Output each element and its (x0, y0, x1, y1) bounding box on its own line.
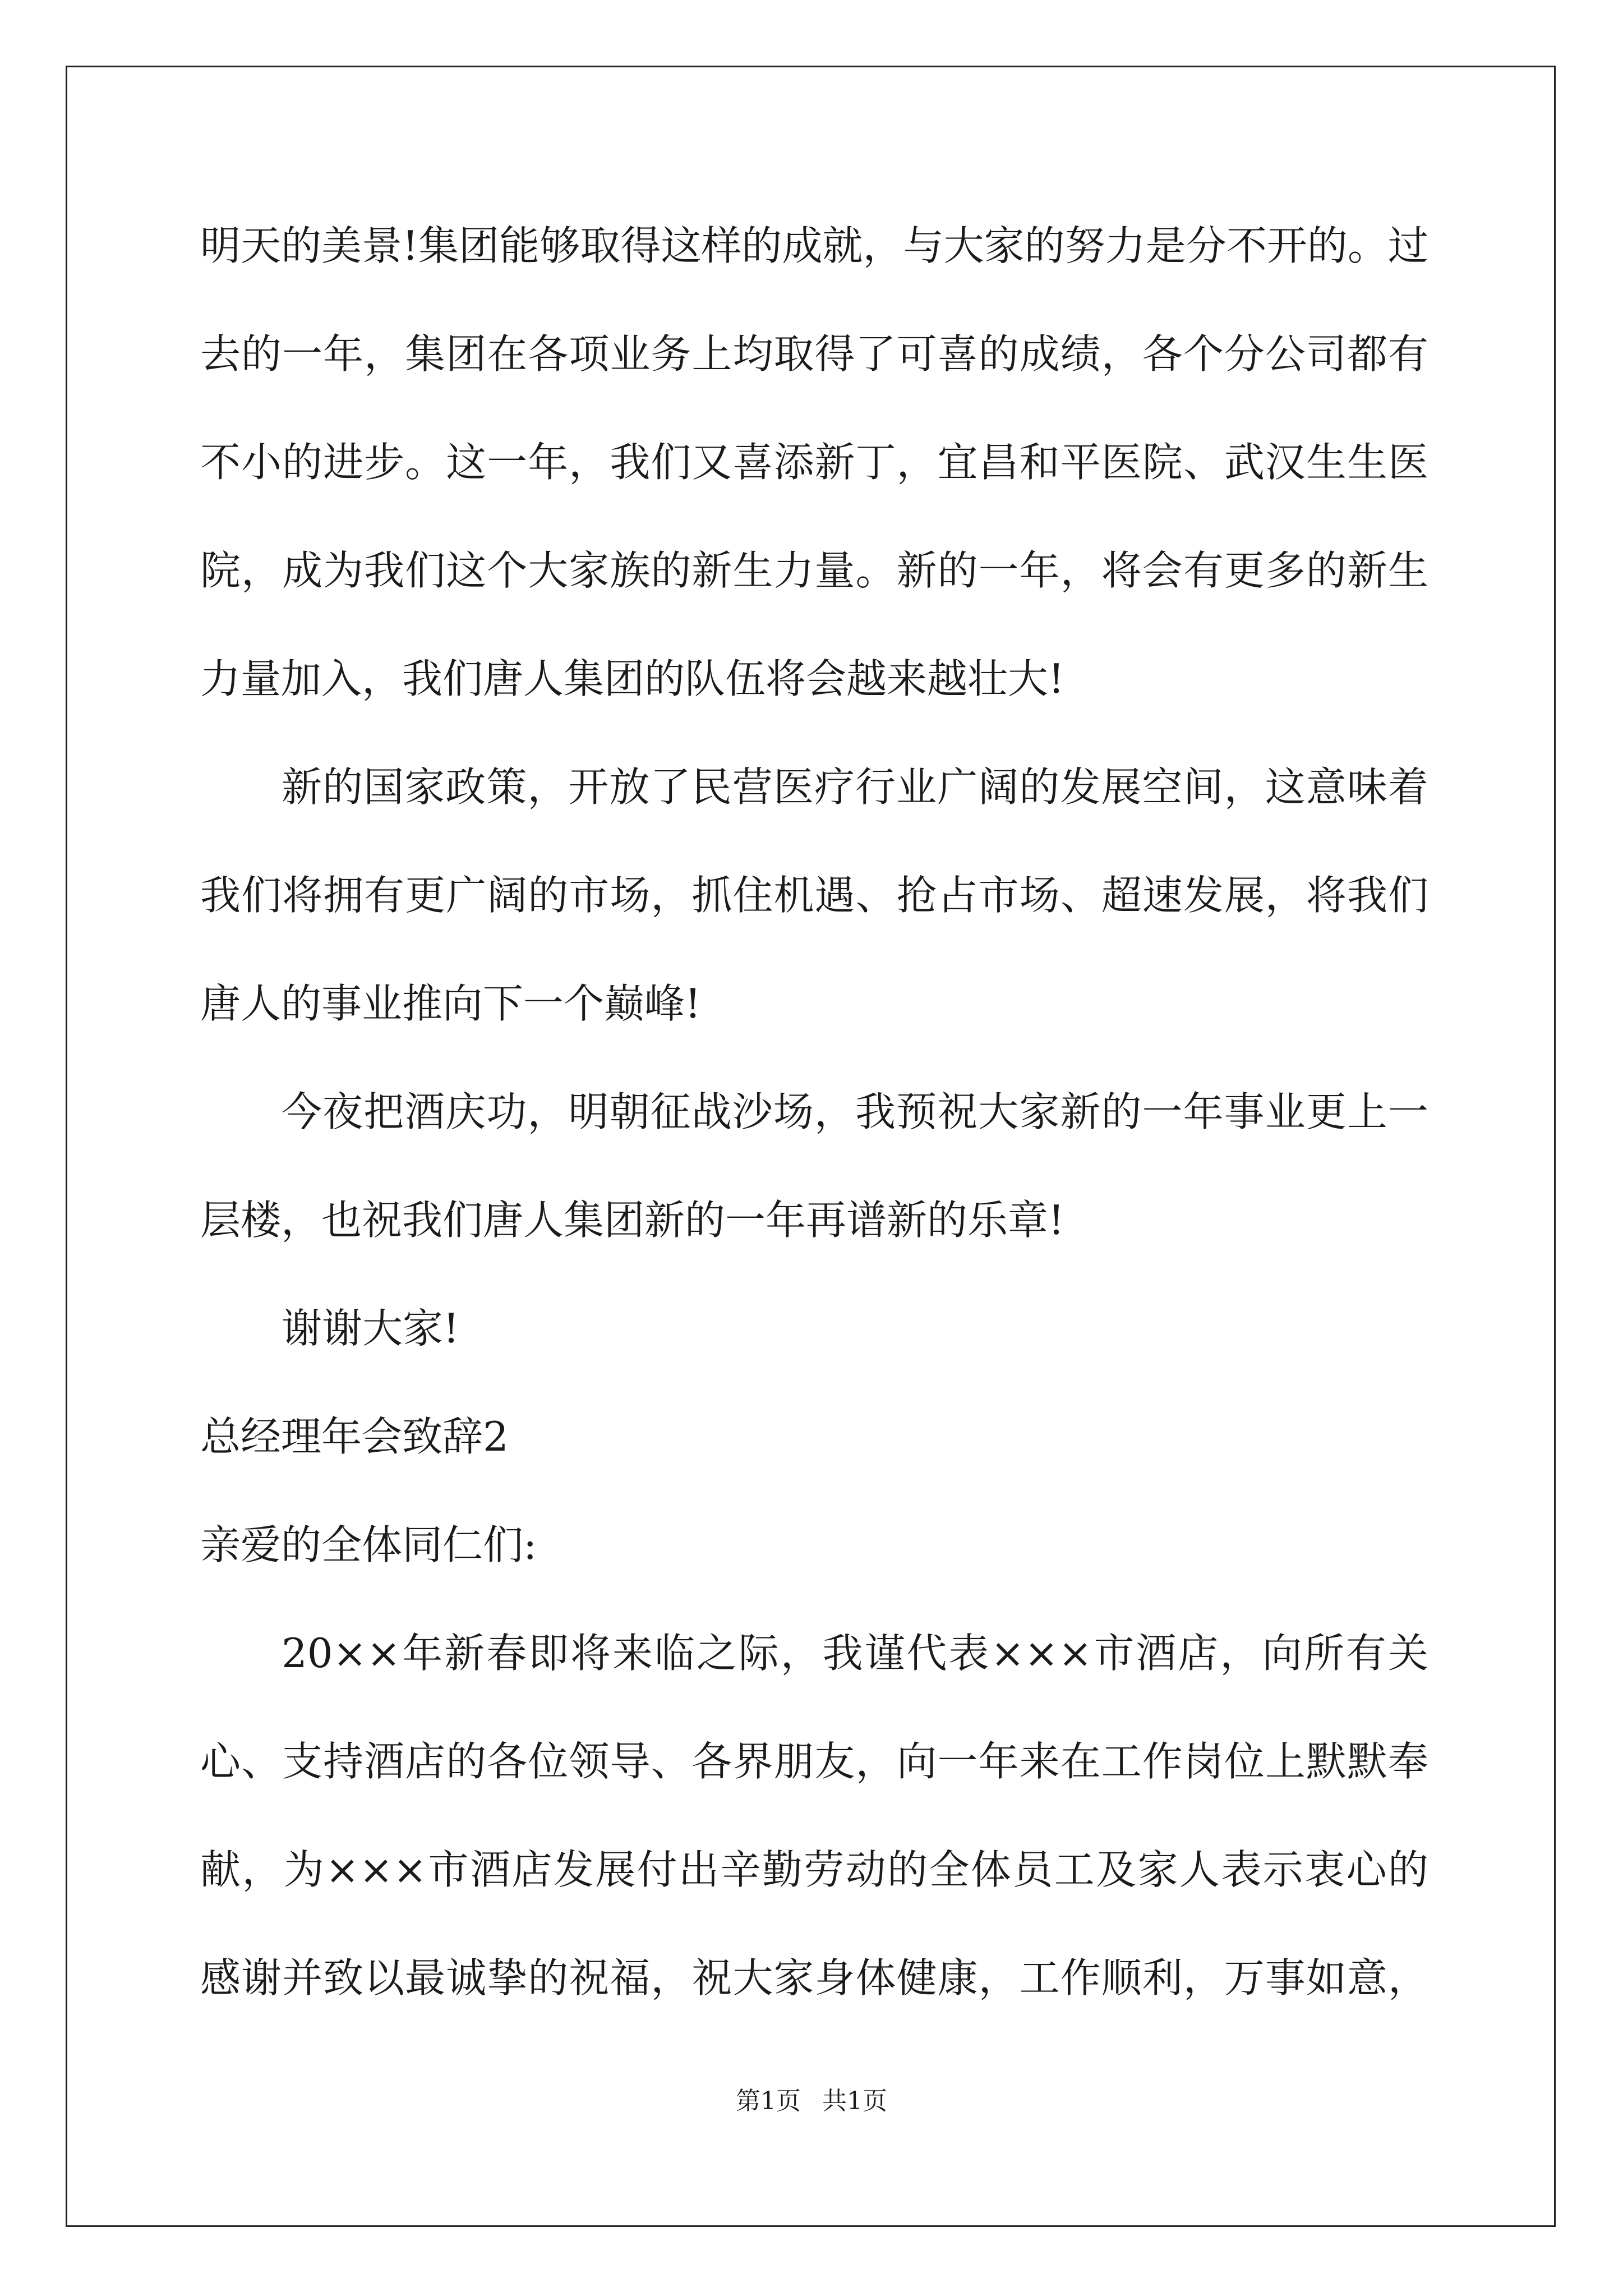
page-number: 第1页 (736, 2087, 801, 2115)
text-line: 力量加入，我们唐人集团的队伍将会越来越壮大! (200, 655, 1064, 702)
salutation: 亲爱的全体同仁们: (200, 1521, 537, 1568)
page-total: 共1页 (822, 2087, 887, 2115)
text-line: 明天的美景!集团能够取得这样的成就，与大家的努力是分不开的。过 (200, 222, 1428, 269)
text-line: 谢谢大家! (282, 1305, 459, 1352)
text-line: 今夜把酒庆功，明朝征战沙场，我预祝大家新的一年事业更上一 (282, 1088, 1428, 1135)
text-line: 院，成为我们这个大家族的新生力量。新的一年，将会有更多的新生 (200, 547, 1428, 594)
text-line: 新的国家政策，开放了民营医疗行业广阔的发展空间，这意味着 (282, 763, 1428, 811)
text-line: 不小的进步。这一年，我们又喜添新丁，宜昌和平医院、武汉生生医 (200, 439, 1428, 486)
text-line: 去的一年，集团在各项业务上均取得了可喜的成绩，各个分公司都有 (200, 330, 1428, 378)
text-line: 20××年新春即将来临之际，我谨代表×××市酒店，向所有关 (282, 1630, 1428, 1677)
text-line: 感谢并致以最诚挚的祝福，祝大家身体健康，工作顺利，万事如意， (200, 1954, 1428, 2001)
text-line: 唐人的事业推向下一个巅峰! (200, 980, 701, 1027)
page-border (66, 66, 1556, 2227)
text-line: 层楼，也祝我们唐人集团新的一年再谱新的乐章! (200, 1197, 1064, 1244)
section-heading: 总经理年会致辞2 (200, 1413, 509, 1460)
page-footer (0, 2085, 1623, 2118)
text-line: 我们将拥有更广阔的市场，抓住机遇、抢占市场、超速发展，将我们 (200, 872, 1428, 919)
text-line: 心、支持酒店的各位领导、各界朋友，向一年来在工作岗位上默默奉 (200, 1738, 1428, 1785)
text-line: 献，为×××市酒店发展付出辛勤劳动的全体员工及家人表示衷心的 (200, 1846, 1428, 1893)
